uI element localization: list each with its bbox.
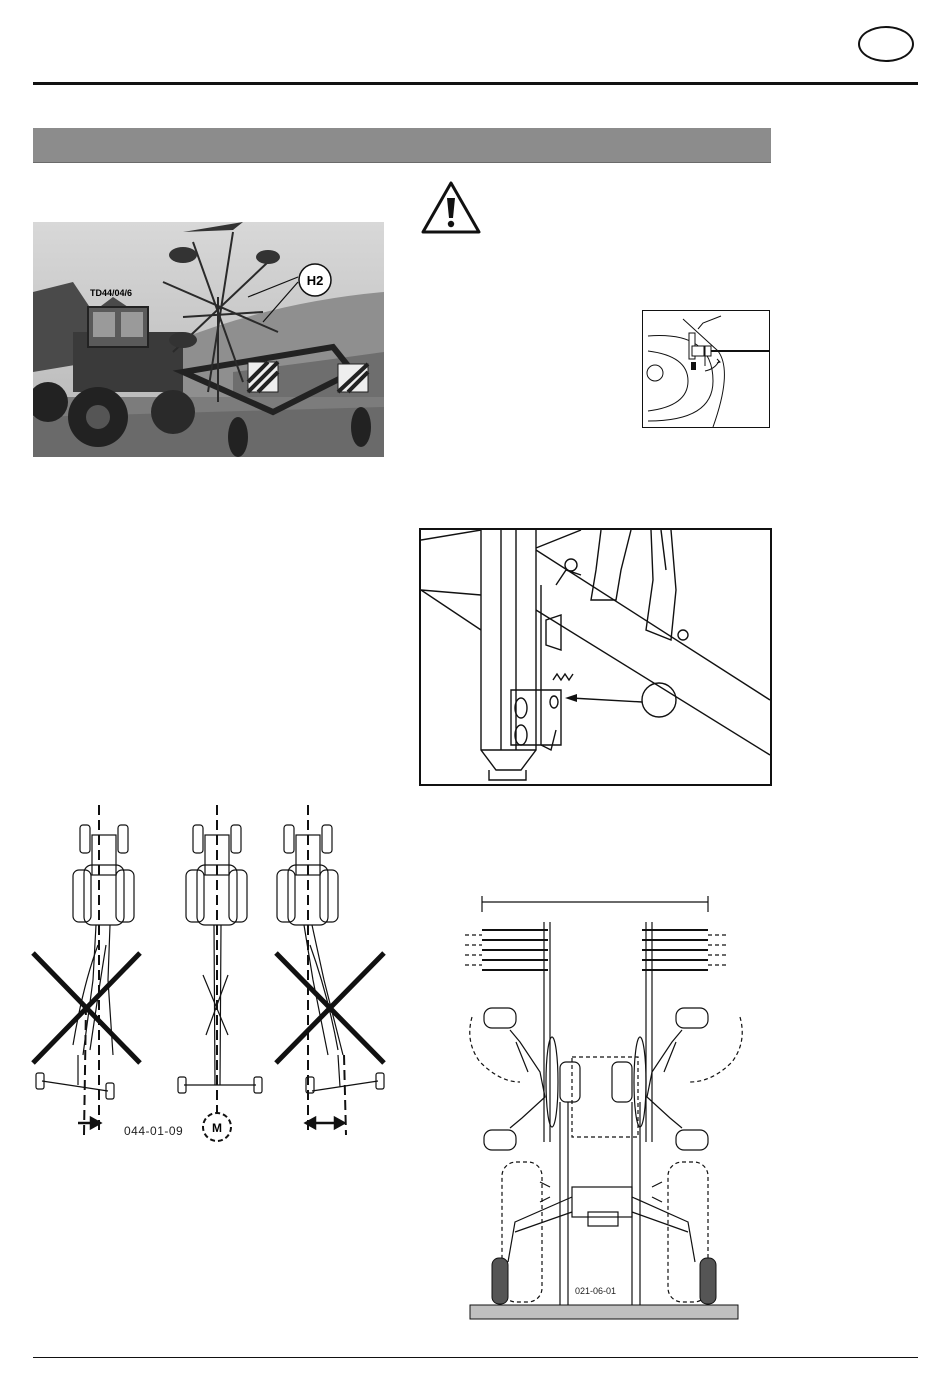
tracking-figure-code: 044-01-09 — [124, 1124, 184, 1138]
footer-rule — [33, 1357, 918, 1358]
tractor-rake-photo — [33, 222, 384, 457]
section-title-bar — [33, 128, 771, 163]
frame-latch-detail-figure — [419, 528, 772, 786]
tracking-position-figure — [28, 805, 398, 1150]
transport-position-figure — [460, 892, 750, 1324]
language-badge — [858, 26, 914, 62]
header-rule — [33, 82, 918, 85]
photo-callout-h2: H2 — [306, 273, 324, 288]
photo-code: TD44/04/6 — [90, 288, 133, 298]
transport-figure-code: 021-06-01 — [575, 1286, 617, 1296]
center-mark: M — [212, 1121, 222, 1135]
warning-triangle-icon — [420, 180, 482, 241]
lever-detail-figure — [642, 310, 770, 428]
